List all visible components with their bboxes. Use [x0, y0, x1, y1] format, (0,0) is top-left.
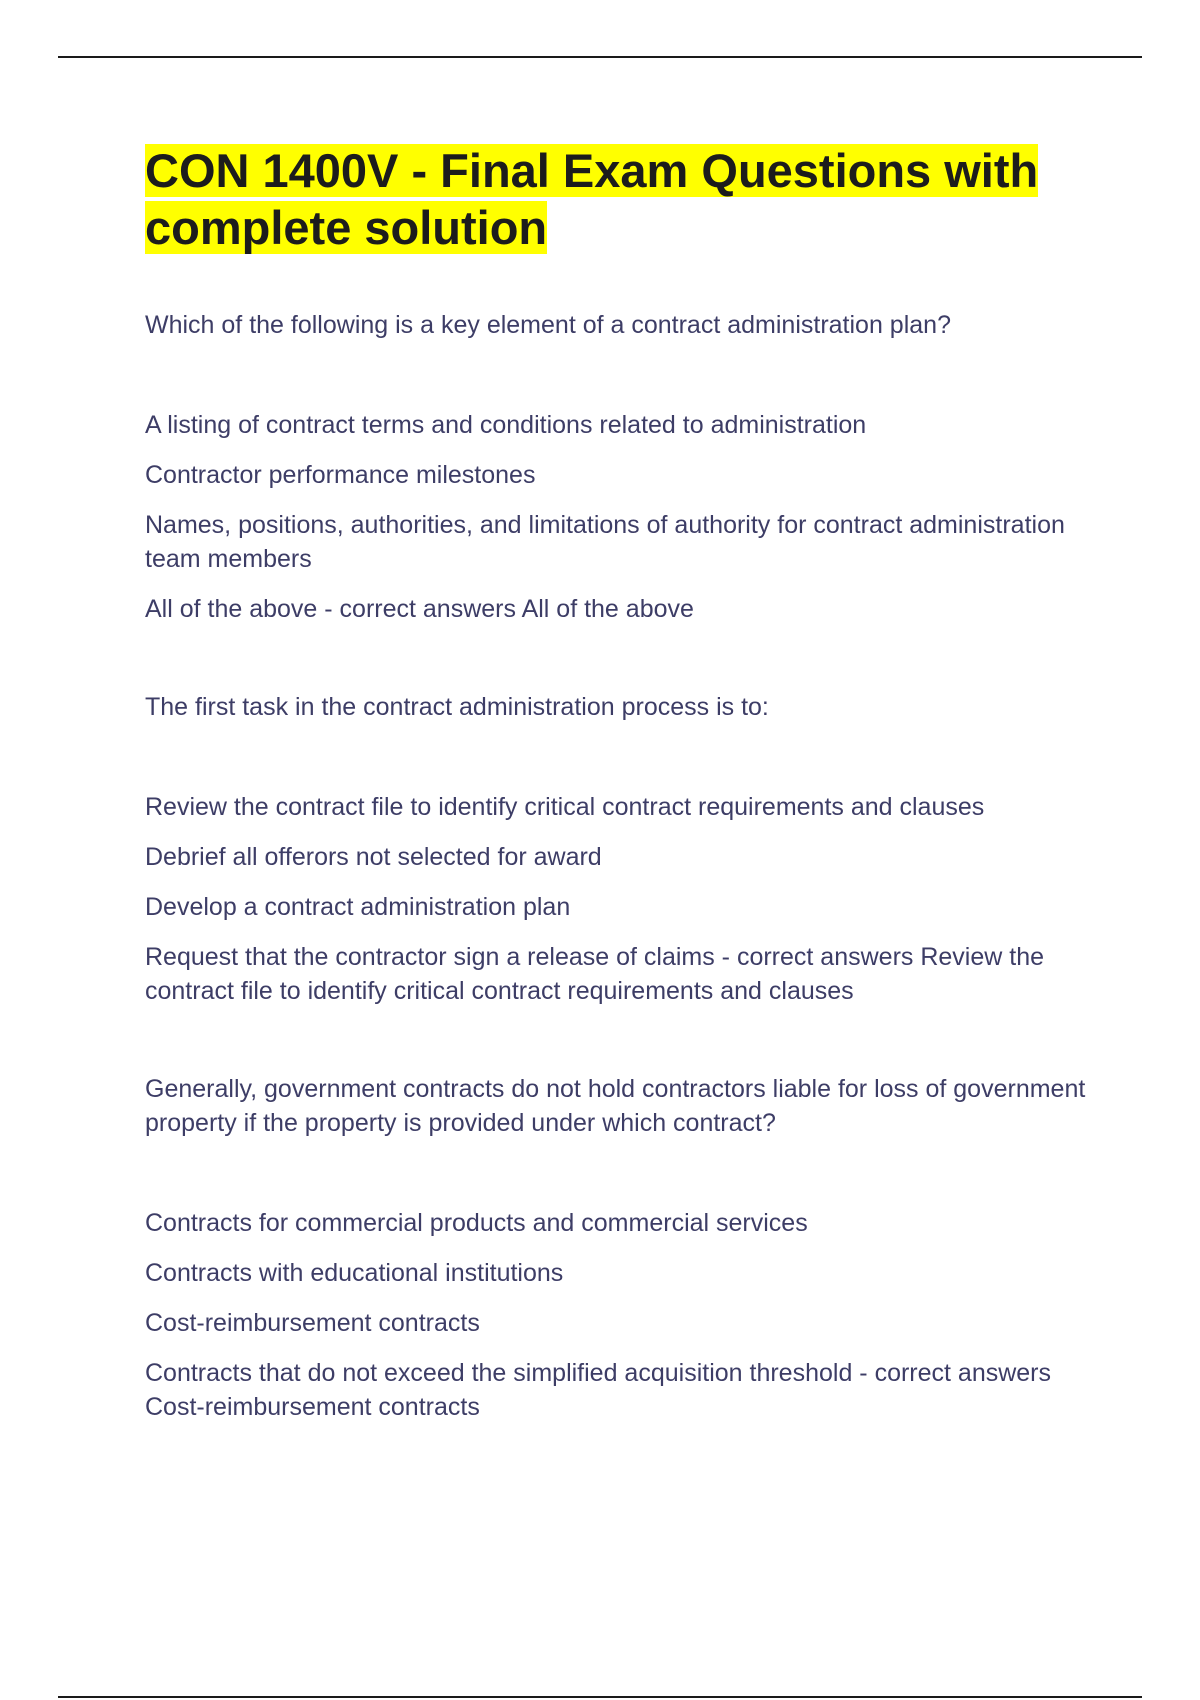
bottom-rule — [58, 1696, 1142, 1698]
question-block-3 — [145, 1072, 1105, 1424]
answer-option: Contracts with educational institutions — [145, 1259, 564, 1287]
document-body — [145, 142, 1105, 1424]
document-title — [145, 142, 1105, 256]
question-prompt: Generally, government contracts do not hold contractors liable for loss of government property if the property is provided under which contract? — [145, 1075, 1086, 1137]
answer-option-with-correct-answer: Request that the contractor sign a release of claims - correct answers Review the contract file to identify critical contract requirements and clauses — [145, 943, 1045, 1005]
answer-option: Contractor performance milestones — [145, 461, 536, 489]
title-highlight: CON 1400V - Final Exam Questions with complete solution — [145, 144, 1039, 254]
question-prompt: The first task in the contract administration process is to: — [145, 693, 769, 721]
answer-option: Debrief all offerors not selected for award — [145, 843, 602, 871]
top-rule — [58, 56, 1142, 58]
answer-options — [145, 408, 1105, 626]
answer-option-with-correct-answer: All of the above - correct answers All of the above — [145, 595, 694, 623]
answer-option: Cost-reimbursement contracts — [145, 1309, 480, 1337]
answer-option: Develop a contract administration plan — [145, 893, 571, 921]
answer-options — [145, 1206, 1105, 1424]
answer-option: Names, positions, authorities, and limitations of authority for contract administration team members — [145, 511, 1065, 573]
answer-option-with-correct-answer: Contracts that do not exceed the simplified acquisition threshold - correct answers Cost-reimbursement contracts — [145, 1359, 1052, 1421]
answer-option: A listing of contract terms and conditions related to administration — [145, 411, 867, 439]
answer-options — [145, 790, 1105, 1008]
question-prompt: Which of the following is a key element of a contract administration plan? — [145, 311, 951, 339]
answer-option: Contracts for commercial products and commercial services — [145, 1209, 808, 1237]
question-block-2 — [145, 690, 1105, 1008]
question-block-1 — [145, 308, 1105, 626]
answer-option: Review the contract file to identify critical contract requirements and clauses — [145, 793, 985, 821]
